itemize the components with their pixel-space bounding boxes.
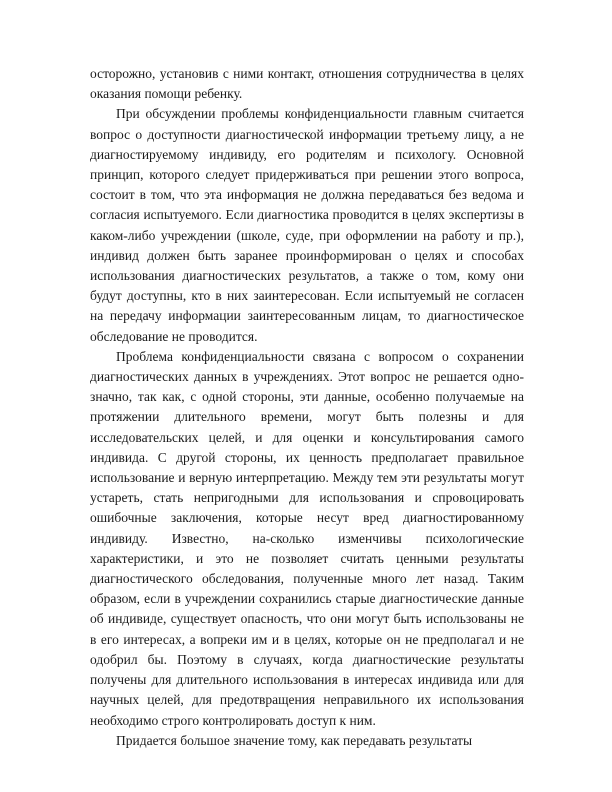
document-page bbox=[90, 64, 524, 751]
paragraph-confidentiality-access: При обсуждении проблемы конфиденциальности главным считается вопрос о доступности диагностической информации третьему лицу, а не диагностируемому индивиду, его родителям и психологу. Основной принцип, которого следует придерживаться при решении этого вопроса, состоит в том, что эта информация не должна передаваться без ведома и согласия испытуемого. Если диагностика проводится в целях экспертизы в каком-либо учреждении (школе, суде, при оформлении на работу и пр.), индивид должен быть заранее проинформирован о целях и способах использования диагностических результатов, а также о том, кому они будут доступны, кто в них заинтересован. Если испытуемый не согласен на передачу информации заинтересованным лицам, то диагностическое обследование не проводится. bbox=[90, 106, 524, 344]
paragraph-data-storage: Проблема конфиденциальности связана с вопросом о сохранении диагностических данных в учреждениях. Этот вопрос не решается однозначно, так как, с одной стороны, эти данные, особенно получаемые на протяжении длительного времени, могут быть полезны и для исследовательских целей, и для оценки и консультирования самого индивида. С другой стороны, их ценность предполагает правильное использование и верную интерпретацию. Между тем эти результаты могут устареть, стать непригодными для использования и спровоцировать ошибочные заключения, которые несут вред диагностированному индивиду. Известно, на-сколько изменчивы психологические характеристики, и это не позволяет считать ценными результаты диагностического обследования, полученные много лет назад. Таким образом, если в учреждении сохранились старые диагностические данные об индивиде, существует опасность, что они могут быть использованы не в его интересах, а вопреки им и в целях, которые он не предполагал и не одобрил бы. Поэтому в случаях, когда диагностические результаты получены для длительного использования в интересах индивида или для научных целей, для предотвращения неправильного их использования необходимо строго контролировать доступ к ним. bbox=[90, 348, 524, 728]
paragraph-results-communication: Придается большое значение тому, как передавать результаты bbox=[116, 732, 473, 748]
paragraph-continuation: осторожно, установив с ними контакт, отношения сотрудничества в целях оказания помощи ребенку. bbox=[90, 66, 524, 102]
